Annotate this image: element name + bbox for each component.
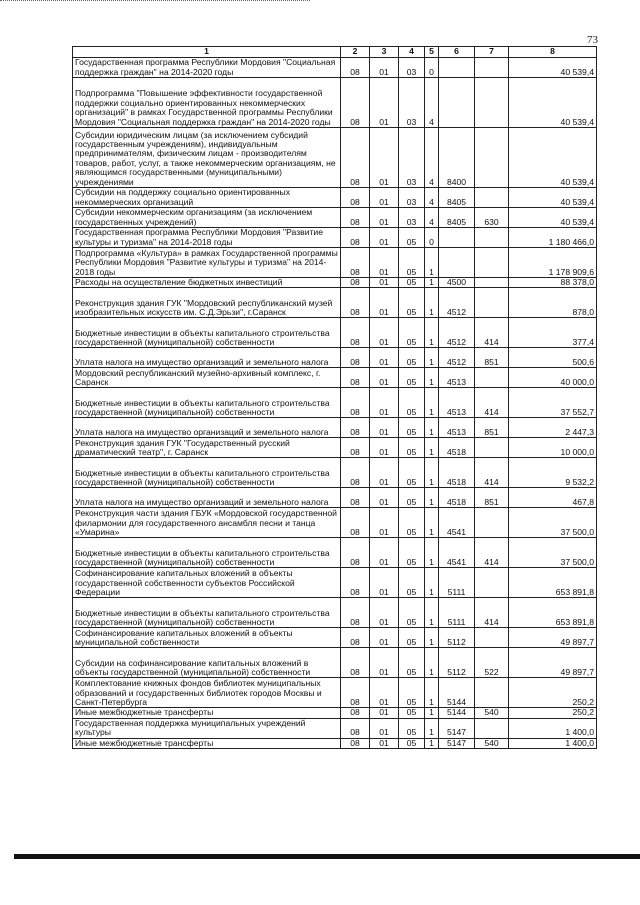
table-row [73, 288, 597, 318]
row-code-cell: 08 [341, 78, 370, 128]
row-amount-cell: 250,2 [509, 678, 597, 708]
row-amount-cell: 40 539,4 [509, 188, 597, 208]
row-code-cell: 05 [399, 228, 425, 248]
row-code-cell: 5111 [439, 598, 475, 628]
row-code-cell: 05 [399, 488, 425, 508]
row-code-cell: 05 [399, 598, 425, 628]
row-code-cell: 01 [370, 318, 399, 348]
row-code-cell [475, 718, 509, 738]
row-name-cell: Бюджетные инвестиции в объекты капитального строительства государственной (муниципальной) собственности [73, 538, 341, 568]
row-amount-cell: 1 400,0 [509, 718, 597, 738]
table-row [73, 628, 597, 648]
row-code-cell: 08 [341, 488, 370, 508]
row-code-cell: 4 [425, 208, 439, 228]
row-code-cell: 01 [370, 648, 399, 678]
row-code-cell: 08 [341, 738, 370, 748]
row-amount-cell: 49 897,7 [509, 648, 597, 678]
row-code-cell: 01 [370, 538, 399, 568]
table-row [73, 438, 597, 458]
row-code-cell: 1 [425, 418, 439, 438]
row-code-cell: 08 [341, 58, 370, 78]
row-code-cell: 1 [425, 348, 439, 368]
row-code-cell: 01 [370, 348, 399, 368]
row-name-cell: Бюджетные инвестиции в объекты капитального строительства государственной (муниципальной) собственности [73, 388, 341, 418]
row-code-cell: 5112 [439, 648, 475, 678]
row-code-cell: 08 [341, 458, 370, 488]
header-cell: 4 [399, 47, 425, 58]
row-code-cell: 5147 [439, 718, 475, 738]
row-code-cell [475, 288, 509, 318]
table-row [73, 78, 597, 128]
row-code-cell: 08 [341, 568, 370, 598]
row-name-cell: Уплата налога на имущество организаций и земельного налога [73, 418, 341, 438]
table-row [73, 708, 597, 718]
row-code-cell: 4541 [439, 538, 475, 568]
row-code-cell: 05 [399, 418, 425, 438]
row-code-cell: 05 [399, 648, 425, 678]
row-code-cell: 1 [425, 598, 439, 628]
row-code-cell: 630 [475, 208, 509, 228]
row-code-cell: 08 [341, 718, 370, 738]
row-name-cell: Подпрограмма "Повышение эффективности государственной поддержки социально ориентированных некоммерческих организаций" в рамках Государственной программы Республики Мордовия "Социальная поддержка граждан" на 2014-2020 годы [73, 78, 341, 128]
row-name-cell: Субсидии на поддержку социально ориентированных некоммерческих организаций [73, 188, 341, 208]
row-code-cell: 4512 [439, 288, 475, 318]
row-code-cell: 08 [341, 288, 370, 318]
row-amount-cell: 653 891,8 [509, 568, 597, 598]
row-code-cell [439, 78, 475, 128]
row-code-cell: 1 [425, 278, 439, 288]
row-code-cell: 4512 [439, 348, 475, 368]
table-row [73, 318, 597, 348]
row-code-cell: 4 [425, 188, 439, 208]
row-name-cell: Бюджетные инвестиции в объекты капитального строительства государственной (муниципальной) собственности [73, 458, 341, 488]
row-code-cell: 4518 [439, 488, 475, 508]
row-code-cell: 08 [341, 248, 370, 278]
row-code-cell: 01 [370, 128, 399, 188]
table-row [73, 278, 597, 288]
row-code-cell: 8405 [439, 208, 475, 228]
row-code-cell [439, 248, 475, 278]
row-code-cell: 4518 [439, 438, 475, 458]
row-code-cell: 01 [370, 568, 399, 598]
row-code-cell [439, 228, 475, 248]
row-code-cell: 1 [425, 488, 439, 508]
row-code-cell: 01 [370, 718, 399, 738]
row-code-cell: 05 [399, 508, 425, 538]
table-row [73, 648, 597, 678]
row-code-cell: 05 [399, 678, 425, 708]
row-amount-cell: 40 000,0 [509, 368, 597, 388]
row-amount-cell: 40 539,4 [509, 78, 597, 128]
row-code-cell: 1 [425, 288, 439, 318]
row-code-cell: 01 [370, 228, 399, 248]
row-code-cell: 01 [370, 78, 399, 128]
row-code-cell: 01 [370, 278, 399, 288]
row-code-cell: 414 [475, 538, 509, 568]
row-code-cell: 05 [399, 368, 425, 388]
row-code-cell [475, 278, 509, 288]
row-amount-cell: 40 539,4 [509, 128, 597, 188]
row-code-cell: 01 [370, 508, 399, 538]
row-amount-cell: 377,4 [509, 318, 597, 348]
row-code-cell: 08 [341, 388, 370, 418]
header-cell: 6 [439, 47, 475, 58]
row-amount-cell: 10 000,0 [509, 438, 597, 458]
row-code-cell: 05 [399, 738, 425, 748]
row-code-cell: 05 [399, 458, 425, 488]
table-row [73, 128, 597, 188]
row-code-cell: 4513 [439, 418, 475, 438]
row-name-cell: Государственная программа Республики Мордовия "Развитие культуры и туризма" на 2014-2018 годы [73, 228, 341, 248]
row-code-cell: 540 [475, 708, 509, 718]
row-code-cell: 540 [475, 738, 509, 748]
row-code-cell: 1 [425, 248, 439, 278]
row-code-cell: 08 [341, 708, 370, 718]
row-code-cell: 4 [425, 78, 439, 128]
row-code-cell: 4500 [439, 278, 475, 288]
row-code-cell: 03 [399, 128, 425, 188]
row-code-cell: 4512 [439, 318, 475, 348]
row-code-cell: 414 [475, 318, 509, 348]
table-row [73, 248, 597, 278]
table-row [73, 738, 597, 748]
row-code-cell [439, 58, 475, 78]
row-code-cell: 08 [341, 678, 370, 708]
row-code-cell: 08 [341, 228, 370, 248]
row-amount-cell: 1 178 909,6 [509, 248, 597, 278]
row-code-cell: 1 [425, 538, 439, 568]
table-row [73, 488, 597, 508]
budget-table [72, 46, 597, 749]
row-code-cell: 1 [425, 458, 439, 488]
row-code-cell: 01 [370, 368, 399, 388]
row-amount-cell: 37 500,0 [509, 538, 597, 568]
row-code-cell: 05 [399, 718, 425, 738]
row-code-cell: 851 [475, 348, 509, 368]
row-code-cell: 05 [399, 538, 425, 568]
row-code-cell: 1 [425, 648, 439, 678]
row-code-cell: 1 [425, 678, 439, 708]
table-row [73, 508, 597, 538]
row-code-cell: 5144 [439, 708, 475, 718]
row-amount-cell: 1 180 466,0 [509, 228, 597, 248]
row-code-cell: 1 [425, 568, 439, 598]
row-code-cell: 5147 [439, 738, 475, 748]
row-code-cell: 1 [425, 368, 439, 388]
row-code-cell: 05 [399, 388, 425, 418]
row-code-cell: 1 [425, 508, 439, 538]
row-name-cell: Расходы на осуществление бюджетных инвестиций [73, 278, 341, 288]
row-code-cell: 08 [341, 418, 370, 438]
row-code-cell: 08 [341, 438, 370, 458]
row-name-cell: Государственная поддержка муниципальных учреждений культуры [73, 718, 341, 738]
table-header-row [73, 47, 597, 58]
row-code-cell: 01 [370, 738, 399, 748]
row-code-cell: 851 [475, 418, 509, 438]
row-code-cell: 08 [341, 508, 370, 538]
row-name-cell: Иные межбюджетные трансферты [73, 738, 341, 748]
row-code-cell [475, 678, 509, 708]
row-code-cell: 08 [341, 598, 370, 628]
header-cell: 1 [73, 47, 341, 58]
row-code-cell [475, 508, 509, 538]
row-code-cell: 05 [399, 348, 425, 368]
table-row [73, 58, 597, 78]
row-code-cell: 1 [425, 718, 439, 738]
row-code-cell: 08 [341, 128, 370, 188]
row-code-cell: 08 [341, 538, 370, 568]
row-code-cell: 08 [341, 188, 370, 208]
table-row [73, 208, 597, 228]
table-row [73, 368, 597, 388]
row-code-cell: 4513 [439, 368, 475, 388]
row-code-cell: 5111 [439, 568, 475, 598]
table-row [73, 348, 597, 368]
row-code-cell: 522 [475, 648, 509, 678]
row-code-cell: 8405 [439, 188, 475, 208]
row-code-cell: 01 [370, 288, 399, 318]
row-code-cell: 851 [475, 488, 509, 508]
row-code-cell [475, 128, 509, 188]
row-code-cell: 1 [425, 628, 439, 648]
row-code-cell: 03 [399, 78, 425, 128]
row-code-cell [475, 368, 509, 388]
table-row [73, 388, 597, 418]
row-code-cell: 414 [475, 388, 509, 418]
page-number: 73 [587, 34, 598, 46]
row-code-cell: 08 [341, 278, 370, 288]
row-code-cell [475, 78, 509, 128]
row-code-cell: 08 [341, 368, 370, 388]
table-row [73, 458, 597, 488]
row-code-cell: 01 [370, 458, 399, 488]
row-code-cell: 4518 [439, 458, 475, 488]
row-code-cell: 01 [370, 248, 399, 278]
row-amount-cell: 37 552,7 [509, 388, 597, 418]
row-code-cell: 01 [370, 388, 399, 418]
row-amount-cell: 49 897,7 [509, 628, 597, 648]
row-code-cell: 03 [399, 188, 425, 208]
row-code-cell [475, 568, 509, 598]
header-cell: 8 [509, 47, 597, 58]
row-name-cell: Субсидии некоммерческим организациям (за исключением государственных учреждений) [73, 208, 341, 228]
row-code-cell: 1 [425, 318, 439, 348]
row-code-cell: 1 [425, 388, 439, 418]
row-code-cell [475, 628, 509, 648]
row-name-cell: Уплата налога на имущество организаций и земельного налога [73, 488, 341, 508]
row-name-cell: Государственная программа Республики Мордовия "Социальная поддержка граждан" на 2014-2020 годы [73, 58, 341, 78]
row-name-cell: Реконструкция части здания ГБУК «Мордовской государственной филармонии для государственного ансамбля песни и танца «Умарина» [73, 508, 341, 538]
row-code-cell: 05 [399, 708, 425, 718]
row-amount-cell: 40 539,4 [509, 208, 597, 228]
row-name-cell: Реконструкция здания ГУК "Государственный русский драматический театр", г. Саранск [73, 438, 341, 458]
row-name-cell: Софинансирование капитальных вложений в объекты муниципальной собственности [73, 628, 341, 648]
row-name-cell: Софинансирование капитальных вложений в объекты государственной собственности субъектов Российской Федерации [73, 568, 341, 598]
row-code-cell: 08 [341, 628, 370, 648]
row-code-cell: 0 [425, 58, 439, 78]
row-code-cell: 01 [370, 418, 399, 438]
row-code-cell: 01 [370, 708, 399, 718]
row-code-cell: 414 [475, 598, 509, 628]
row-code-cell: 05 [399, 278, 425, 288]
row-code-cell: 05 [399, 628, 425, 648]
row-code-cell: 4513 [439, 388, 475, 418]
row-amount-cell: 37 500,0 [509, 508, 597, 538]
row-amount-cell: 9 532,2 [509, 458, 597, 488]
table-row [73, 718, 597, 738]
row-code-cell: 414 [475, 458, 509, 488]
row-name-cell: Бюджетные инвестиции в объекты капитального строительства государственной (муниципальной) собственности [73, 318, 341, 348]
row-amount-cell: 467,8 [509, 488, 597, 508]
row-code-cell: 1 [425, 438, 439, 458]
top-scan-line [0, 0, 310, 1]
row-code-cell: 01 [370, 208, 399, 228]
row-code-cell: 1 [425, 738, 439, 748]
row-name-cell: Субсидии юридическим лицам (за исключением субсидий государственным учреждениям), индивидуальным предпринимателям, физическим лицам - производителям товаров, работ, услуг, а также некоммерческим организациям, не являющимся государственными (муниципальными) учреждениями [73, 128, 341, 188]
table-row [73, 598, 597, 628]
row-code-cell [475, 248, 509, 278]
table-row [73, 538, 597, 568]
row-amount-cell: 250,2 [509, 708, 597, 718]
row-name-cell: Субсидии на софинансирование капитальных вложений в объекты государственной (муниципальной) собственности [73, 648, 341, 678]
row-code-cell [475, 228, 509, 248]
row-code-cell: 01 [370, 678, 399, 708]
row-code-cell: 08 [341, 208, 370, 228]
row-code-cell: 5112 [439, 628, 475, 648]
row-code-cell: 0 [425, 228, 439, 248]
table-row [73, 188, 597, 208]
header-cell: 2 [341, 47, 370, 58]
row-code-cell: 1 [425, 708, 439, 718]
row-code-cell: 4 [425, 128, 439, 188]
row-amount-cell: 2 447,3 [509, 418, 597, 438]
row-code-cell: 01 [370, 438, 399, 458]
row-name-cell: Иные межбюджетные трансферты [73, 708, 341, 718]
row-code-cell: 08 [341, 348, 370, 368]
row-code-cell: 08 [341, 318, 370, 348]
row-name-cell: Уплата налога на имущество организаций и земельного налога [73, 348, 341, 368]
row-code-cell: 05 [399, 248, 425, 278]
row-name-cell: Реконструкция здания ГУК "Мордовский республиканский музей изобразительных искусств им. С.Д.Эрьзи", г.Саранск [73, 288, 341, 318]
row-amount-cell: 40 539,4 [509, 58, 597, 78]
row-code-cell: 05 [399, 318, 425, 348]
header-cell: 7 [475, 47, 509, 58]
row-code-cell: 01 [370, 58, 399, 78]
row-code-cell [475, 188, 509, 208]
row-amount-cell: 88 378,0 [509, 278, 597, 288]
bottom-scan-bar [14, 854, 640, 859]
row-code-cell: 05 [399, 568, 425, 598]
row-name-cell: Бюджетные инвестиции в объекты капитального строительства государственной (муниципальной) собственности [73, 598, 341, 628]
table-row [73, 678, 597, 708]
row-code-cell: 05 [399, 288, 425, 318]
row-name-cell: Комплектование книжных фондов библиотек муниципальных образований и государственных библиотек городов Москвы и Санкт-Петербурга [73, 678, 341, 708]
row-code-cell: 8400 [439, 128, 475, 188]
row-name-cell: Подпрограмма «Культура» в рамках Государственной программы Республики Мордовия "Развитие культуры и туризма" на 2014-2018 годы [73, 248, 341, 278]
table-row [73, 568, 597, 598]
row-code-cell: 03 [399, 208, 425, 228]
row-amount-cell: 1 400,0 [509, 738, 597, 748]
row-code-cell: 5144 [439, 678, 475, 708]
row-code-cell [475, 58, 509, 78]
row-code-cell: 05 [399, 438, 425, 458]
header-cell: 3 [370, 47, 399, 58]
row-code-cell: 01 [370, 488, 399, 508]
row-amount-cell: 878,0 [509, 288, 597, 318]
row-code-cell: 01 [370, 598, 399, 628]
row-code-cell: 03 [399, 58, 425, 78]
table-row [73, 418, 597, 438]
row-code-cell: 08 [341, 648, 370, 678]
row-amount-cell: 500,6 [509, 348, 597, 368]
table-row [73, 228, 597, 248]
header-cell: 5 [425, 47, 439, 58]
row-code-cell [475, 438, 509, 458]
row-code-cell: 01 [370, 628, 399, 648]
row-amount-cell: 653 891,8 [509, 598, 597, 628]
row-code-cell: 01 [370, 188, 399, 208]
row-name-cell: Мордовский республиканский музейно-архивный комплекс, г. Саранск [73, 368, 341, 388]
row-code-cell: 4541 [439, 508, 475, 538]
